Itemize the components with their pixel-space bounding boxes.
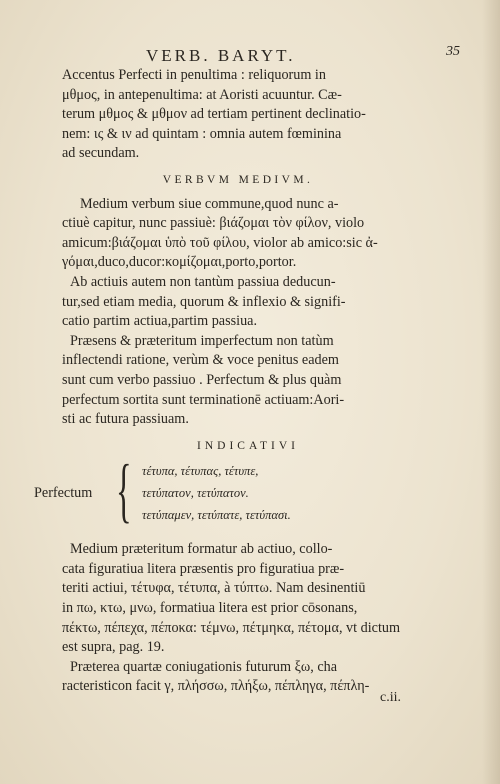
text-line: μθμος, in antepenultima: at Aoristi acuuntur. Cæ-	[62, 86, 342, 103]
text-line: γόμαι,duco,ducor:κομίζομαι,porto,portor.	[62, 254, 297, 271]
text-line: cata figuratiua litera præsentis pro figuratiua præ-	[62, 560, 345, 577]
text-line: Medium præteritum formatur ab actiuo, collo-	[70, 541, 333, 558]
text-line: perfectum sortita sunt terminationē actiuam:Aori-	[62, 391, 345, 408]
paradigm-forms	[142, 460, 422, 526]
text-line: sti ac futura passiuam.	[62, 411, 189, 428]
text-line: Præterea quartæ coniugationis futurum ξω, cha	[70, 658, 338, 675]
running-head: VERB. BARYT.	[146, 46, 296, 65]
text-line: terum μθμος & μθμον ad tertiam pertinent declinatio-	[62, 106, 366, 123]
text-line: inflectendi ratione, verùm & voce penitus eadem	[62, 352, 339, 369]
text-line: Ab actiuis autem non tantùm passiua deducun-	[70, 273, 336, 290]
text-line: catio partim actiua,partim passiua.	[62, 313, 258, 330]
text-line: ctiuè capitur, nunc passiuè: βιάζομαι τὸν φίλον, violo	[62, 215, 365, 232]
subsection-heading: INDICATIVI	[197, 439, 299, 452]
text-line: racteristicon facit γ, πλήσσω, πλήξω, πέπληγα, πέπλη-	[62, 678, 370, 695]
section-heading: VERBVM MEDIVM.	[162, 173, 314, 186]
perfectum-label: Perfectum	[34, 485, 93, 502]
conjugation-table	[34, 450, 414, 536]
text-line: teriti actiui, τέτυφα, τέτυπα, à τύπτω. Nam desinentiū	[62, 580, 366, 597]
text-line: est supra, pag. 19.	[62, 639, 165, 656]
page-edge-shadow	[482, 0, 500, 784]
page-number: 35	[446, 44, 460, 59]
text-line: ad secundam.	[62, 145, 140, 162]
text-line: Medium verbum siue commune,quod nunc a-	[80, 195, 339, 212]
text-line: nem: ις & ιν ad quintam : omnia autem fœminina	[62, 125, 342, 142]
text-line: Accentus Perfecti in penultima : reliquorum in	[62, 67, 326, 83]
curly-brace: {	[116, 450, 132, 531]
text-line: tur,sed etiam media, quorum & inflexio & signifi-	[62, 293, 346, 310]
text-line: Præsens & præteritum imperfectum non tatùm	[70, 332, 334, 349]
paradigm-row-plural: τετύπαμεν, τετύπατε, τετύπασι.	[142, 508, 291, 523]
text-line: amicum:βιάζομαι ὑπὸ τοῦ φίλου, violor ab amico:sic ἀ-	[62, 234, 378, 251]
paradigm-row-singular: τέτυπα, τέτυπας, τέτυπε,	[142, 464, 259, 479]
text-line: in πω, κτω, μνω, formatiua litera est prior cōsonans,	[62, 600, 358, 617]
body-text	[34, 66, 414, 697]
paradigm-row-dual: τετύπατον, τετύπατον.	[142, 486, 249, 501]
text-line: πέκτω, πέπεχα, πέποκα: τέμνω, πέτμηκα, πέτομα, vt dictum	[62, 619, 401, 636]
text-line: sunt cum verbo passiuo . Perfectum & plus quàm	[62, 371, 342, 388]
signature-mark: c.ii.	[380, 690, 401, 705]
